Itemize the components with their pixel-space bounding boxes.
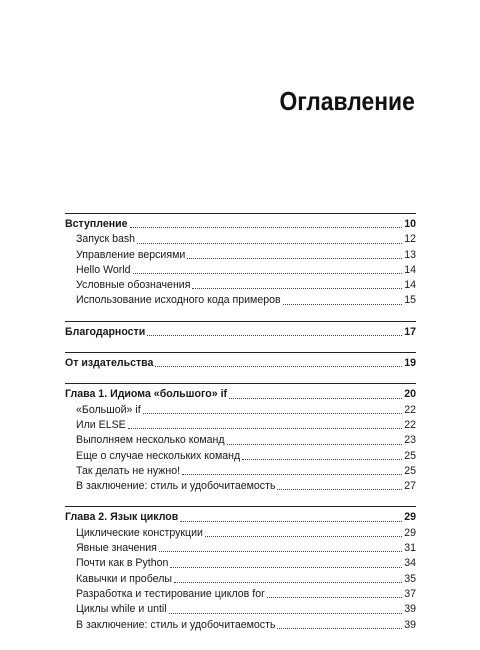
toc-entry-label: Hello World bbox=[76, 263, 131, 276]
toc-section-heading bbox=[65, 217, 416, 232]
toc-entry-label: Управление версиями bbox=[76, 248, 186, 261]
toc-entry bbox=[65, 556, 416, 571]
dot-leader bbox=[137, 232, 402, 247]
toc-entry bbox=[65, 541, 416, 556]
toc-page-number: 17 bbox=[404, 325, 416, 338]
toc-entry bbox=[65, 278, 416, 293]
toc-entry-label: Так делать не нужно! bbox=[76, 464, 181, 477]
toc-section-title: Глава 1. Идиома «большого» if bbox=[65, 388, 228, 401]
toc-entry-label: Кавычки и пробелы bbox=[76, 572, 172, 585]
toc-section-heading bbox=[65, 510, 416, 525]
toc-entry bbox=[65, 433, 416, 448]
toc-section-heading bbox=[65, 387, 416, 402]
dot-leader bbox=[283, 293, 403, 308]
dot-leader bbox=[143, 403, 403, 418]
toc-entry bbox=[65, 263, 416, 278]
toc-page-number: 23 bbox=[404, 434, 416, 447]
toc-entry-label: Еще о случае нескольких команд bbox=[76, 449, 241, 462]
toc-entry bbox=[65, 232, 416, 247]
toc-page-number: 22 bbox=[404, 418, 416, 431]
page-title: Оглавление bbox=[279, 86, 415, 116]
toc-entry bbox=[65, 526, 416, 541]
dot-leader bbox=[182, 464, 402, 479]
toc-page-number: 12 bbox=[404, 233, 416, 246]
toc-page-number: 19 bbox=[404, 357, 416, 370]
toc-section bbox=[65, 506, 416, 644]
toc-section bbox=[65, 383, 416, 506]
dot-leader bbox=[277, 618, 402, 633]
toc-entry bbox=[65, 602, 416, 617]
table-of-contents bbox=[65, 213, 416, 645]
toc-entry-label: Выполняем несколько команд bbox=[76, 434, 225, 447]
toc-section-title: Благодарности bbox=[65, 325, 146, 338]
toc-page-number: 13 bbox=[404, 248, 416, 261]
toc-entry bbox=[65, 618, 416, 633]
dot-leader bbox=[277, 479, 402, 494]
toc-page-number: 22 bbox=[404, 403, 416, 416]
toc-entry-label: «Большой» if bbox=[76, 403, 141, 416]
toc-page-number: 37 bbox=[404, 587, 416, 600]
section-gap bbox=[65, 309, 416, 321]
toc-section bbox=[65, 321, 416, 352]
toc-page-number: 20 bbox=[404, 388, 416, 401]
toc-entry bbox=[65, 479, 416, 494]
toc-entry-label: В заключение: стиль и удобочитаемость bbox=[76, 480, 276, 493]
dot-leader bbox=[128, 418, 402, 433]
dot-leader bbox=[227, 433, 403, 448]
section-gap bbox=[65, 340, 416, 352]
toc-page-number: 10 bbox=[404, 218, 416, 230]
dot-leader bbox=[159, 541, 402, 556]
toc-page-number: 25 bbox=[404, 449, 416, 462]
toc-entry bbox=[65, 293, 416, 308]
toc-entry-label: В заключение: стиль и удобочитаемость bbox=[76, 618, 276, 631]
dot-leader bbox=[147, 325, 402, 340]
toc-entry-label: Циклы while и until bbox=[76, 603, 167, 616]
toc-page-number: 29 bbox=[404, 511, 416, 524]
section-gap bbox=[65, 371, 416, 383]
toc-section bbox=[65, 213, 416, 321]
toc-section-heading bbox=[65, 356, 416, 371]
toc-entry bbox=[65, 449, 416, 464]
toc-page-number: 14 bbox=[404, 279, 416, 292]
dot-leader bbox=[229, 387, 402, 402]
toc-entry-label: Разработка и тестирование циклов for bbox=[76, 587, 265, 600]
toc-entry-label: Использование исходного кода примеров bbox=[76, 294, 281, 307]
toc-section-title: От издательства bbox=[65, 357, 154, 370]
toc-entry-label: Явные значения bbox=[76, 542, 157, 555]
dot-leader bbox=[242, 449, 402, 464]
dot-leader bbox=[130, 217, 403, 232]
dot-leader bbox=[267, 587, 403, 602]
toc-page-number: 14 bbox=[404, 263, 416, 276]
toc-entry-label: Запуск bash bbox=[76, 233, 136, 246]
toc-entry bbox=[65, 587, 416, 602]
toc-entry bbox=[65, 248, 416, 263]
toc-page-number: 25 bbox=[404, 464, 416, 477]
dot-leader bbox=[155, 356, 402, 371]
dot-leader bbox=[205, 526, 402, 541]
toc-page-number: 15 bbox=[404, 294, 416, 307]
toc-page-number: 35 bbox=[404, 572, 416, 585]
dot-leader bbox=[180, 510, 402, 525]
toc-page-number: 31 bbox=[404, 542, 416, 555]
dot-leader bbox=[192, 278, 402, 293]
section-gap bbox=[65, 633, 416, 645]
toc-page-number: 34 bbox=[404, 557, 416, 570]
toc-entry-label: Почти как в Python bbox=[76, 557, 169, 570]
toc-section-title: Вступление bbox=[65, 218, 128, 230]
toc-page-number: 39 bbox=[404, 618, 416, 631]
toc-page-number: 29 bbox=[404, 526, 416, 539]
dot-leader bbox=[170, 556, 402, 571]
toc-page-number: 27 bbox=[404, 480, 416, 493]
toc-entry bbox=[65, 572, 416, 587]
toc-section-title: Глава 2. Язык циклов bbox=[65, 511, 179, 524]
dot-leader bbox=[174, 572, 402, 587]
toc-entry bbox=[65, 418, 416, 433]
section-gap bbox=[65, 494, 416, 506]
toc-entry bbox=[65, 403, 416, 418]
toc-entry-label: Циклические конструкции bbox=[76, 526, 203, 539]
toc-page-number: 39 bbox=[404, 603, 416, 616]
toc-entry bbox=[65, 464, 416, 479]
toc-section-heading bbox=[65, 325, 416, 340]
toc-entry-label: Или ELSE bbox=[76, 418, 126, 431]
dot-leader bbox=[169, 602, 403, 617]
toc-section bbox=[65, 352, 416, 383]
toc-entry-label: Условные обозначения bbox=[76, 279, 191, 292]
dot-leader bbox=[187, 248, 402, 263]
dot-leader bbox=[133, 263, 403, 278]
